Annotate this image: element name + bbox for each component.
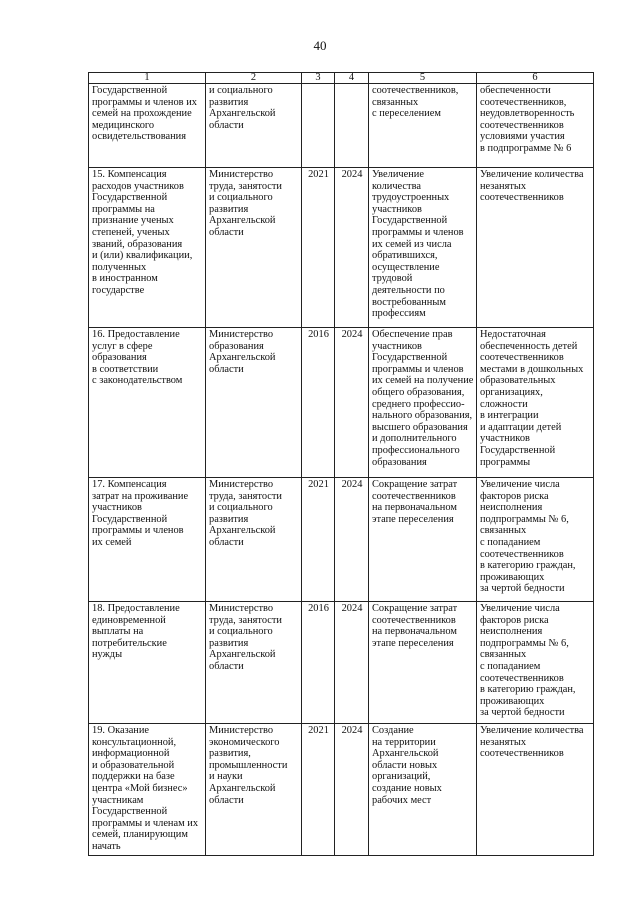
text-line: государстве [92, 284, 145, 296]
text-line: высшего образования [372, 421, 468, 433]
text-line: и социального [209, 502, 273, 514]
text-line: программы и членов их [92, 96, 197, 108]
text-line: программы на [92, 203, 155, 215]
text-line: соотечественников [480, 352, 564, 364]
start-year-cell [302, 84, 335, 168]
text-line: Министерство [209, 603, 274, 614]
text-line: единовременной [92, 614, 166, 626]
measure-name-cell [89, 602, 206, 724]
text-line: соотечественников [480, 548, 564, 560]
text-line: расходов участников [92, 180, 184, 192]
text-line: обеспеченность детей [480, 340, 578, 352]
text-line: с попаданием [480, 660, 541, 672]
text-line: условиями участия [480, 131, 565, 143]
measure-name-cell [89, 478, 206, 602]
text-line: Архангельской [209, 215, 276, 227]
text-line: и (или) квалификации, [92, 250, 193, 262]
text-line: нального образования, [372, 410, 473, 422]
table-row [89, 602, 594, 724]
expected-result-cell [369, 478, 477, 602]
consequences-cell [477, 84, 594, 168]
responsible-executor-cell [206, 84, 302, 168]
text-line: и социального [209, 85, 273, 96]
text-line: Увеличение числа [480, 603, 560, 614]
text-line: Архангельской [209, 525, 276, 537]
text-line: семей, планирующим [92, 829, 188, 841]
text-line: и образовательной [92, 759, 175, 771]
text-line: образования [92, 352, 147, 364]
measure-name-cell [89, 168, 206, 328]
text-line: и адаптации детей [480, 421, 562, 433]
page-number: 40 [313, 38, 327, 53]
text-line: в иностранном [92, 273, 158, 285]
text-line: Архангельской [209, 352, 276, 364]
consequences-cell [477, 602, 594, 724]
text-line: Государственной [480, 444, 556, 456]
text-line: профессионального [372, 444, 460, 456]
text-line: их семей [92, 536, 132, 548]
responsible-executor-cell [206, 602, 302, 724]
text-line: труда, занятости [209, 490, 282, 502]
text-line: консультационной, [92, 736, 177, 748]
text-line: связанных [372, 96, 419, 108]
text-line: деятельности по [372, 284, 445, 296]
text-line: и социального [209, 626, 273, 638]
text-line: соотечественников [372, 614, 456, 626]
end-year-cell: 2024 [335, 478, 369, 602]
text-line: нужды [92, 649, 123, 661]
text-line: их семей на получение [372, 375, 474, 387]
text-line: полученных [92, 261, 147, 273]
text-line: Обеспечение прав [372, 329, 453, 340]
column-header: 3 [302, 73, 335, 84]
text-line: факторов риска [480, 614, 549, 626]
text-line: Государственной [92, 513, 168, 525]
text-line: обратившихся, [372, 250, 438, 262]
text-line: незанятых [480, 736, 527, 748]
responsible-executor-cell [206, 478, 302, 602]
text-line: участников [92, 502, 142, 514]
text-line: программы [480, 456, 531, 468]
text-line: образования [372, 456, 427, 468]
consequences-cell [477, 168, 594, 328]
start-year-cell: 2021 [302, 724, 335, 856]
text-line: образования [209, 340, 264, 352]
measures-table [88, 72, 594, 856]
text-line: образовательных [480, 375, 556, 387]
start-year-cell: 2016 [302, 602, 335, 724]
text-line: с законодательством [92, 375, 183, 387]
text-line: труда, занятости [209, 614, 282, 626]
text-line: за чертой бедности [480, 707, 565, 719]
text-line: выплаты на [92, 626, 144, 638]
responsible-executor-cell [206, 168, 302, 328]
start-year-cell: 2021 [302, 478, 335, 602]
text-line: области [209, 660, 244, 672]
text-line: соотечественников [372, 490, 456, 502]
text-line: трудовой [372, 273, 413, 285]
text-line: и науки [209, 771, 243, 783]
text-line: трудоустроенных [372, 192, 450, 204]
text-line: области [209, 536, 244, 548]
column-header: 5 [369, 73, 477, 84]
measure-name-cell [89, 724, 206, 856]
text-line: труда, занятости [209, 180, 282, 192]
text-line: в категорию граждан, [480, 684, 576, 696]
text-line: соотечественников, [372, 85, 459, 96]
text-line: Архангельской [209, 649, 276, 661]
text-line: проживающих [480, 695, 545, 707]
text-line: создание новых [372, 782, 442, 794]
text-line: рабочих мест [372, 794, 432, 806]
text-line: Увеличение количества [480, 725, 584, 736]
text-line: Увеличение [372, 169, 424, 180]
text-line: в интеграции [480, 410, 539, 422]
text-line: экономического [209, 736, 280, 748]
text-line: их семей из числа [372, 238, 452, 250]
text-line: развития [209, 513, 249, 525]
text-line: области [209, 119, 244, 131]
text-line: этапе переселения [372, 513, 454, 525]
text-line: Министерство [209, 329, 274, 340]
consequences-cell [477, 724, 594, 856]
text-line: области [209, 363, 244, 375]
text-line: местами в дошкольных [480, 363, 584, 375]
text-line: на территории [372, 736, 436, 748]
text-line: подпрограммы № 6, [480, 513, 569, 525]
text-line: с переселением [372, 108, 441, 120]
table-row [89, 478, 594, 602]
text-line: факторов риска [480, 490, 549, 502]
text-line: 17. Компенсация [92, 479, 167, 490]
text-line: соотечественников, [480, 96, 567, 108]
text-line: в категорию граждан, [480, 560, 576, 572]
text-line: участников [372, 340, 422, 352]
text-line: программы и членов [372, 226, 464, 238]
text-line: Государственной [92, 192, 168, 204]
text-line: этапе переселения [372, 637, 454, 649]
text-line: услуг в сфере [92, 340, 153, 352]
text-line: промышленности [209, 759, 288, 771]
start-year-cell: 2021 [302, 168, 335, 328]
text-line: поддержки на базе [92, 771, 175, 783]
text-line: освидетельствования [92, 131, 186, 143]
text-line: на первоначальном [372, 626, 457, 638]
expected-result-cell [369, 84, 477, 168]
text-line: 19. Оказание [92, 725, 150, 736]
text-line: обеспеченности [480, 85, 551, 96]
text-line: неисполнения [480, 626, 543, 638]
text-line: Сокращение затрат [372, 479, 458, 490]
start-year-cell: 2016 [302, 328, 335, 478]
end-year-cell: 2024 [335, 168, 369, 328]
text-line: развития [209, 96, 249, 108]
text-line: профессиям [372, 308, 426, 320]
text-line: начать [92, 840, 121, 852]
text-line: Государственной [372, 215, 448, 227]
text-line: области [209, 226, 244, 238]
responsible-executor-cell [206, 724, 302, 856]
column-header: 1 [89, 73, 206, 84]
text-line: и дополнительного [372, 433, 457, 445]
text-line: Министерство [209, 169, 274, 180]
text-line: в подпрограмме № 6 [480, 142, 572, 154]
text-line: проживающих [480, 571, 545, 583]
text-line: программы и членам их [92, 817, 199, 829]
text-line: Сокращение затрат [372, 603, 458, 614]
expected-result-cell [369, 168, 477, 328]
column-header: 6 [477, 73, 594, 84]
text-line: с попаданием [480, 536, 541, 548]
expected-result-cell [369, 724, 477, 856]
text-line: неудовлетворенность [480, 108, 575, 120]
text-line: соотечественников [480, 748, 564, 760]
text-line: соотечественников [480, 119, 564, 131]
text-line: и социального [209, 192, 273, 204]
text-line: Создание [372, 725, 414, 736]
text-line: Государственной [92, 806, 168, 818]
text-line: связанных [480, 525, 527, 537]
text-line: участникам [92, 794, 144, 806]
text-line: 16. Предоставление [92, 329, 180, 340]
text-line: 15. Компенсация [92, 169, 167, 180]
end-year-cell: 2024 [335, 602, 369, 724]
text-line: востребованным [372, 296, 446, 308]
measure-name-cell [89, 84, 206, 168]
text-line: области [209, 794, 244, 806]
text-line: развития [209, 203, 249, 215]
text-line: незанятых [480, 180, 527, 192]
text-line: центра «Мой бизнес» [92, 782, 188, 794]
measure-name-cell [89, 328, 206, 478]
text-line: в соответствии [92, 363, 159, 375]
text-line: за чертой бедности [480, 583, 565, 595]
text-line: 18. Предоставление [92, 603, 180, 614]
end-year-cell: 2024 [335, 328, 369, 478]
expected-result-cell [369, 602, 477, 724]
text-line: развития, [209, 748, 251, 760]
text-line: Государственной [92, 85, 168, 96]
table-row [89, 724, 594, 856]
text-line: подпрограммы № 6, [480, 637, 569, 649]
responsible-executor-cell [206, 328, 302, 478]
consequences-cell [477, 478, 594, 602]
end-year-cell [335, 84, 369, 168]
text-line: на первоначальном [372, 502, 457, 514]
text-line: Архангельской [209, 108, 276, 120]
text-line: Архангельской [209, 782, 276, 794]
table-row [89, 84, 594, 168]
text-line: связанных [480, 649, 527, 661]
text-line: Министерство [209, 479, 274, 490]
expected-result-cell [369, 328, 477, 478]
text-line: соотечественников [480, 672, 564, 684]
end-year-cell: 2024 [335, 724, 369, 856]
text-line: потребительские [92, 637, 167, 649]
text-line: соотечественников [480, 192, 564, 204]
text-line: Увеличение числа [480, 479, 560, 490]
text-line: осуществление [372, 261, 440, 273]
text-line: общего образования, [372, 386, 465, 398]
text-line: степеней, ученых [92, 226, 170, 238]
text-line: программы и членов [372, 363, 464, 375]
column-header: 2 [206, 73, 302, 84]
text-line: признание ученых [92, 215, 174, 227]
text-line: информационной [92, 748, 170, 760]
text-line: семей на прохождение [92, 108, 192, 120]
text-line: организаций, [372, 771, 431, 783]
text-line: затрат на проживание [92, 490, 189, 502]
text-line: Архангельской [372, 748, 439, 760]
text-line: участников [480, 433, 530, 445]
text-line: сложности [480, 398, 528, 410]
text-line: Государственной [372, 352, 448, 364]
text-line: организациях, [480, 386, 543, 398]
table-row [89, 328, 594, 478]
text-line: количества [372, 180, 421, 192]
text-line: программы и членов [92, 525, 184, 537]
text-line: участников [372, 203, 422, 215]
header-row [89, 73, 594, 84]
text-line: Министерство [209, 725, 274, 736]
text-line: Увеличение количества [480, 169, 584, 180]
table-row [89, 168, 594, 328]
text-line: среднего профессио- [372, 398, 465, 410]
text-line: медицинского [92, 119, 155, 131]
text-line: неисполнения [480, 502, 543, 514]
column-header: 4 [335, 73, 369, 84]
text-line: званий, образования [92, 238, 183, 250]
consequences-cell [477, 328, 594, 478]
text-line: Недостаточная [480, 329, 546, 340]
text-line: области новых [372, 759, 438, 771]
text-line: развития [209, 637, 249, 649]
